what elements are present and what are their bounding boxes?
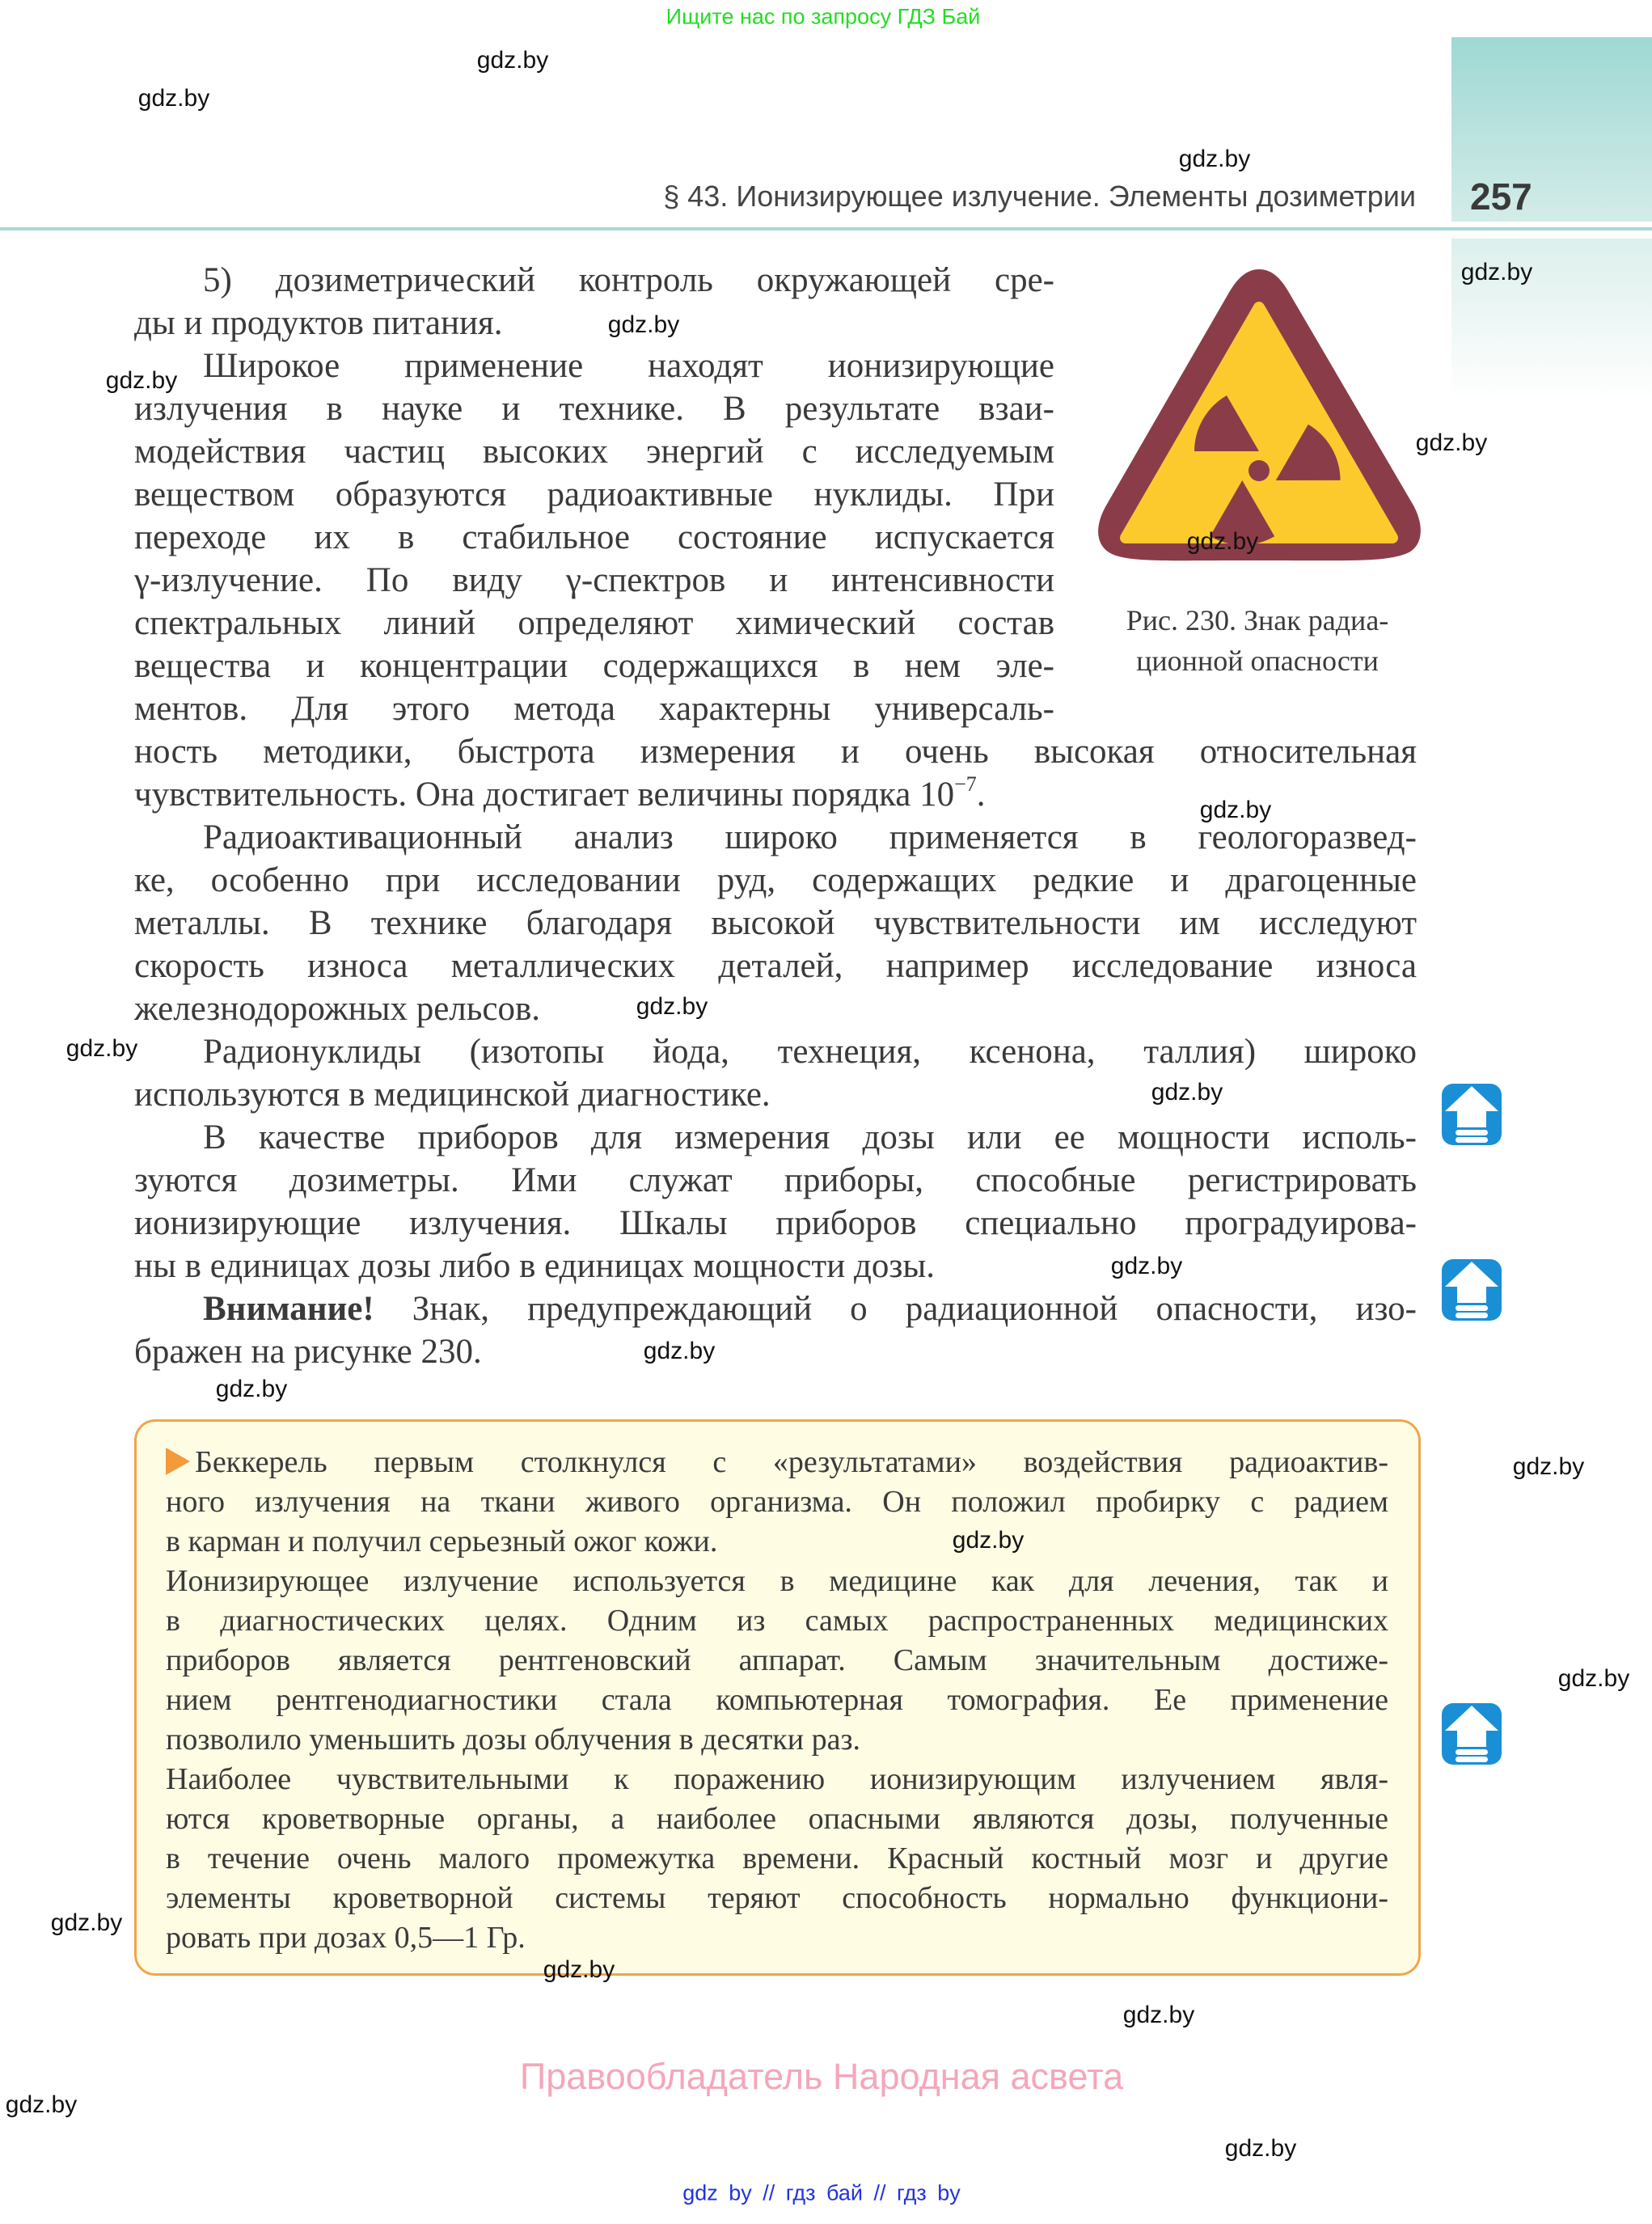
watermark: gdz.by: [1186, 528, 1259, 555]
text-line: переходе их в стабильное состояние испускается: [134, 518, 1054, 556]
watermark: gdz.by: [1110, 1253, 1183, 1279]
watermark: gdz.by: [952, 1527, 1025, 1554]
watermark: gdz.by: [65, 1035, 138, 1062]
exponent: −7: [954, 772, 977, 796]
running-title: § 43. Ионизирующее излучение. Элементы дозиметрии: [663, 180, 1416, 213]
watermark: gdz.by: [1151, 1079, 1223, 1106]
info-line: нием рентгенодиагностики стала компьютерная томография. Ее применение: [166, 1683, 1388, 1717]
info-line: в диагностических целях. Одним из самых распространенных медицинских: [166, 1604, 1388, 1638]
page-number: 257: [1470, 175, 1532, 218]
attention-label: Внимание!: [203, 1290, 374, 1328]
arrow-up-icon[interactable]: [1442, 1703, 1502, 1765]
text-line: модействия частиц высоких энергий с исследуемым: [134, 433, 1054, 471]
radiation-warning-icon: [1092, 263, 1427, 566]
copyright-notice: Правообладатель Народная асвета: [519, 2056, 1124, 2097]
figure-caption-line2: ционной опасности: [1136, 645, 1379, 677]
text-line: чувствительность. Она достигает величины порядка $10^{-7}$.: [134, 772, 986, 814]
info-line: в карман и получил серьезный ожог кожи.: [166, 1524, 718, 1558]
watermark: gdz.by: [643, 1338, 716, 1364]
text-line: используются в медицинской диагностике.: [134, 1076, 771, 1114]
text-line: γ-излучение. По виду γ-спектров и интенсивности: [134, 561, 1054, 599]
text-line: Внимание! Знак, предупреждающий о радиационной опасности, изо-: [203, 1290, 1418, 1328]
text-line: бражен на рисунке 230.: [134, 1333, 482, 1371]
watermark: gdz.by: [636, 993, 708, 1020]
watermark: gdz.by: [1224, 2135, 1297, 2162]
text-line: ментов. Для этого метода характерны универсаль-: [134, 690, 1054, 728]
watermark: gdz.by: [1415, 429, 1488, 456]
info-line: ются кроветворные органы, а наиболее опасными являются дозы, полученные: [166, 1802, 1388, 1836]
arrow-up-icon[interactable]: [1442, 1084, 1502, 1145]
watermark: gdz.by: [105, 367, 178, 394]
watermark: gdz.by: [1512, 1453, 1585, 1480]
text-line: ионизирующие излучения. Шкалы приборов специально проградуирова-: [134, 1204, 1417, 1242]
watermark: gdz.by: [50, 1909, 123, 1936]
search-banner: Ищите нас по запросу ГДЗ Бай: [665, 4, 981, 29]
text-line: Радионуклиды (изотопы йода, технеция, ксенона, таллия) широко: [203, 1033, 1417, 1071]
header-rule: [0, 227, 1652, 230]
info-line: Беккерель первым столкнулся с «результатами» воздействия радиоактив-: [166, 1443, 1388, 1482]
text-line: веществом образуются радиоактивные нуклиды. При: [134, 476, 1054, 514]
info-line: Наиболее чувствительными к поражению ионизирующим излучением явля-: [166, 1762, 1388, 1796]
watermark: gdz.by: [1557, 1665, 1630, 1692]
text-line: 5) дозиметрический контроль окружающей сре-: [203, 261, 1054, 299]
text-line: Широкое применение находят ионизирующие: [203, 347, 1054, 385]
watermark: gdz.by: [543, 1956, 615, 1983]
footer-links[interactable]: gdz by // гдз бай // гдз by: [682, 2180, 961, 2205]
text-line: ке, особенно при исследовании руд, содержащих редкие и драгоценные: [134, 861, 1417, 899]
info-line: элементы кроветворной системы теряют способность нормально функциони-: [166, 1881, 1388, 1915]
text-line: В качестве приборов для измерения дозы или ее мощности исполь-: [203, 1118, 1417, 1156]
info-line: позволило уменьшить дозы облучения в десятки раз.: [166, 1723, 860, 1757]
watermark: gdz.by: [137, 85, 210, 112]
info-line: приборов является рентгеновский аппарат. Самым значительным достиже-: [166, 1643, 1388, 1677]
text-line: ность методики, быстрота измерения и очень высокая относительная: [134, 733, 1417, 771]
text-line: железнодорожных рельсов.: [134, 990, 541, 1028]
watermark: gdz.by: [1178, 146, 1251, 172]
text-line: спектральных линий определяют химический состав: [134, 604, 1054, 642]
watermark: gdz.by: [1122, 2002, 1195, 2028]
watermark: gdz.by: [476, 47, 549, 74]
text-line: металлы. В технике благодаря высокой чувствительности им исследуют: [134, 904, 1417, 942]
watermark: gdz.by: [1199, 797, 1272, 823]
text-line: Радиоактивационный анализ широко применяется в геологоразвед-: [203, 818, 1417, 856]
watermark: gdz.by: [5, 2091, 78, 2118]
info-line: ровать при дозах 0,5—1 Гр.: [166, 1921, 526, 1955]
arrow-up-icon[interactable]: [1442, 1259, 1502, 1321]
text-line: ны в единицах дозы либо в единицах мощности дозы.: [134, 1247, 935, 1285]
text-line: ды и продуктов питания.: [134, 304, 503, 342]
watermark: gdz.by: [607, 311, 680, 338]
triangle-bullet-icon: [166, 1448, 190, 1475]
text-line: скорость износа металлических деталей, например исследование износа: [134, 947, 1417, 985]
info-line: ного излучения на ткани живого организма. Он положил пробирку с радием: [166, 1485, 1388, 1519]
info-line: в течение очень малого промежутка времени. Красный костный мозг и другие: [166, 1841, 1388, 1875]
text-line: зуются дозиметры. Ими служат приборы, способные регистрировать: [134, 1161, 1417, 1199]
watermark: gdz.by: [215, 1376, 288, 1402]
watermark: gdz.by: [1460, 259, 1533, 285]
info-line: Ионизирующее излучение используется в медицине как для лечения, так и: [166, 1564, 1388, 1598]
figure-caption-line1: Рис. 230. Знак радиа-: [1126, 604, 1389, 636]
text-line: излучения в науке и технике. В результате взаи-: [134, 390, 1054, 428]
text-line: вещества и концентрации содержащихся в нем эле-: [134, 647, 1054, 685]
